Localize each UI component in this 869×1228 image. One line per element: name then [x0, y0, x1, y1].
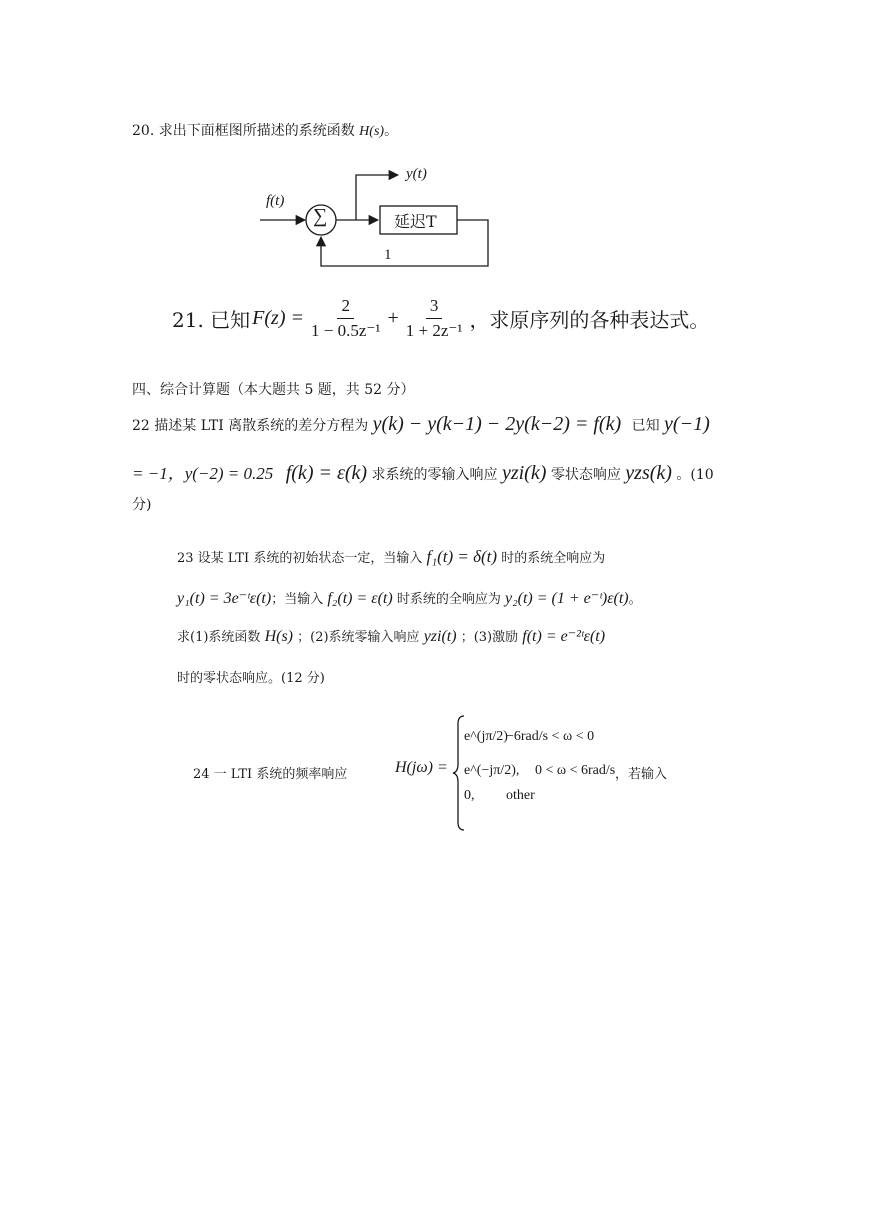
q21-den1: 1 − 0.5z⁻¹ — [311, 321, 381, 340]
q22-init1: y(−1) — [664, 413, 710, 435]
q23-math4: y₂(t) = (1 + e⁻ᵗ)ε(t) — [504, 590, 629, 607]
q24-lhs: H(jω) = — [395, 759, 448, 776]
sum-symbol: ∑ — [313, 205, 328, 227]
q23-text3: 时系统的全响应为 — [396, 592, 501, 607]
q24-case1-value: e^(jπ/2) — [464, 729, 508, 744]
q23-text6: ；(2)系统零输入响应 — [297, 630, 420, 645]
q24-case2-condition: 0 < ω < 6rad/s — [535, 763, 616, 778]
q24-case1-condition: −6rad/s < ω < 0 — [506, 729, 595, 744]
q21-prefix: 21. 已知 — [172, 308, 251, 332]
q23-text5: 求(1)系统函数 — [177, 630, 261, 645]
q21-fraction-1 — [307, 296, 384, 341]
q21-plus: + — [387, 307, 399, 329]
q20-line — [132, 120, 398, 140]
q22-text3: 零状态响应 — [550, 467, 621, 483]
q23-text1-end: 时的系统全响应为 — [501, 551, 606, 566]
q22-text1: 22 描述某 LTI 离散系统的差分方程为 — [132, 418, 369, 434]
q24-case3-condition: other — [506, 788, 535, 803]
q22-init2: = −1，y(−2) = 0.25 — [132, 464, 274, 483]
q24-suffix: ，若输入 — [615, 767, 668, 782]
block-diagram — [250, 160, 510, 275]
feedback-label: 1 — [384, 247, 392, 263]
output-label: y(t) — [406, 166, 427, 182]
q22-suffix1: 已知 — [631, 418, 660, 434]
input-label: f(t) — [266, 193, 285, 209]
q24-case3-value: 0, — [464, 788, 475, 803]
q24-intro: 24 一 LTI 系统的频率响应 — [193, 767, 348, 782]
q21-num2: 3 — [426, 296, 443, 319]
q23-math1: f₁(t) = δ(t) — [426, 547, 498, 566]
q23-math3: f₂(t) = ε(t) — [327, 590, 393, 607]
q22-line3: 分) — [132, 497, 152, 513]
q23-text2: ；当输入 — [271, 592, 324, 607]
delay-label: 延迟T — [394, 212, 437, 231]
q22-yzs: yzs(k) — [625, 462, 672, 484]
q20-end: 。 — [384, 123, 399, 139]
q23-text7: ；(3)激励 — [460, 630, 519, 645]
q23-excitation: f(t) = e⁻²ᵗε(t) — [522, 628, 606, 645]
q21-fraction-2 — [402, 296, 467, 341]
q23-line3 — [177, 626, 605, 646]
q22-line1 — [132, 413, 710, 436]
q23-hs: H(s) — [264, 628, 293, 645]
q23-line1 — [177, 547, 605, 567]
q23-math2: y₁(t) = 3e⁻ᵗε(t) — [177, 590, 272, 607]
q21-num1: 2 — [337, 296, 354, 319]
q23-line4: 时的零状态响应。(12 分) — [177, 671, 325, 686]
q20-func: H(s) — [359, 124, 385, 139]
q20-text: 20. 求出下面框图所描述的系统函数 — [132, 123, 355, 139]
q22-input: f(k) = ε(k) — [285, 462, 368, 484]
section-title: 四、综合计算题（本大题共 5 题，共 52 分） — [132, 382, 415, 398]
q22-text2: 求系统的零输入响应 — [371, 467, 498, 483]
q22-end: 。(10 — [676, 467, 714, 483]
q21-den2: 1 + 2z⁻¹ — [405, 321, 463, 340]
q22-equation: y(k) − y(k−1) − 2y(k−2) = f(k) — [372, 413, 622, 435]
q24-case2-value: e^(−jπ/2), — [464, 763, 520, 778]
q22-line2 — [132, 459, 714, 485]
q21-suffix: ，求原序列的各种表达式。 — [469, 308, 710, 332]
q23-yzi: yzi(t) — [423, 628, 457, 645]
q22-yzi: yzi(k) — [501, 462, 547, 484]
q23-text1: 23 设某 LTI 系统的初始状态一定，当输入 — [177, 551, 423, 566]
q23-line2 — [177, 588, 642, 608]
q21-line — [172, 296, 709, 341]
q21-lhs: F(z) = — [252, 307, 304, 329]
q23-text4: 。 — [628, 592, 642, 607]
output-arrow — [356, 175, 398, 220]
